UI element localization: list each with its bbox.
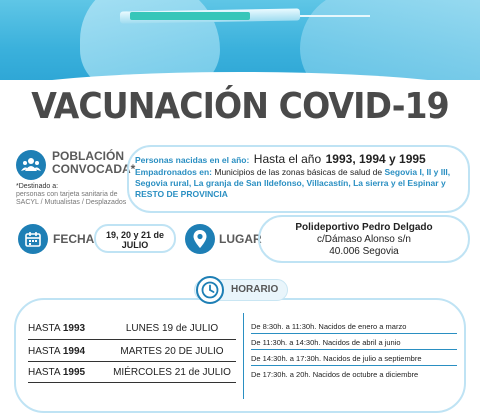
row-day: MIÉRCOLES 21 de JULIO: [113, 367, 231, 378]
page-title: VACUNACIÓN COVID-19: [31, 86, 449, 127]
time-slot: De 14:30h. a 17:30h. Nacidos de julio a septiembre: [251, 354, 422, 363]
nacidas-years: 1993, 1994 y 1995: [325, 152, 426, 166]
row-year: [28, 323, 85, 334]
lugar-city: 40.006 Segovia: [329, 246, 399, 257]
row-prefix: HASTA: [28, 367, 61, 378]
clock-icon: [196, 276, 224, 304]
location-pin-icon: [185, 224, 215, 254]
empadronados-label: Empadronados en:: [135, 167, 212, 177]
poblacion-note: [16, 183, 136, 207]
row-day: MARTES 20 DE JULIO: [120, 346, 224, 357]
fecha-value-line2: JULIO: [121, 240, 149, 250]
row-day: LUNES 19 de JULIO: [125, 323, 219, 334]
row-year-value: 1995: [62, 367, 86, 378]
syringe-needle: [300, 15, 370, 17]
row-divider: [28, 361, 236, 362]
poblacion-label-line2: CONVOCADA*: [52, 162, 136, 176]
row-year-value: 1994: [62, 346, 86, 357]
slot-divider: [251, 333, 457, 334]
hero-vaccine-image: [0, 0, 480, 80]
calendar-icon: [18, 224, 48, 254]
lugar-label: LUGAR: [219, 232, 262, 246]
syringe-fluid: [130, 12, 250, 20]
row-prefix: HASTA: [28, 346, 61, 357]
row-year: [28, 346, 85, 357]
people-icon: [16, 150, 46, 180]
fecha-value-box: [94, 224, 176, 253]
row-prefix: HASTA: [28, 323, 61, 334]
note-body: personas con tarjeta sanitaria de SACYL / Mutualistas / Desplazados: [16, 191, 127, 206]
row-year-value: 1993: [62, 323, 86, 334]
horario-label: HORARIO: [231, 284, 279, 295]
empadronados-text: Municipios de las zonas básicas de salud de: [214, 167, 383, 177]
row-divider: [28, 339, 236, 340]
lugar-name: Polideportivo Pedro Delgado: [295, 222, 433, 233]
lugar-value-box: [258, 215, 470, 263]
note-lead: *Destinado a:: [16, 183, 59, 190]
time-slot: De 17:30h. a 20h. Nacidos de octubre a diciembre: [251, 370, 419, 379]
schedule-divider: [243, 313, 244, 399]
row-year: [28, 367, 85, 378]
municipios-list: Segovia I, II y III, Segovia rural, La granja de San Ildefonso, Villacastín, La sierra y el Espinar y RESTO DE PROVINCIA: [135, 167, 451, 199]
slot-divider: [251, 349, 457, 350]
poblacion-label: [52, 150, 135, 176]
lugar-street: c/Dámaso Alonso s/n: [317, 234, 411, 245]
nacidas-label: Personas nacidas en el año:: [135, 155, 250, 165]
gloved-hand-right: [300, 0, 480, 80]
poblacion-label-line1: POBLACIÓN: [52, 149, 124, 163]
fecha-label: FECHA: [53, 232, 95, 246]
empadronados-line: [135, 167, 467, 200]
time-slot: De 8:30h. a 11:30h. Nacidos de enero a marzo: [251, 322, 407, 331]
row-divider: [28, 382, 236, 383]
nacidas-prefix: Hasta el año: [253, 152, 322, 166]
nacidas-line: [135, 150, 426, 168]
slot-divider: [251, 365, 457, 366]
time-slot: De 11:30h. a 14:30h. Nacidos de abril a junio: [251, 338, 401, 347]
fecha-value-line1: 19, 20 y 21 de: [105, 230, 165, 240]
